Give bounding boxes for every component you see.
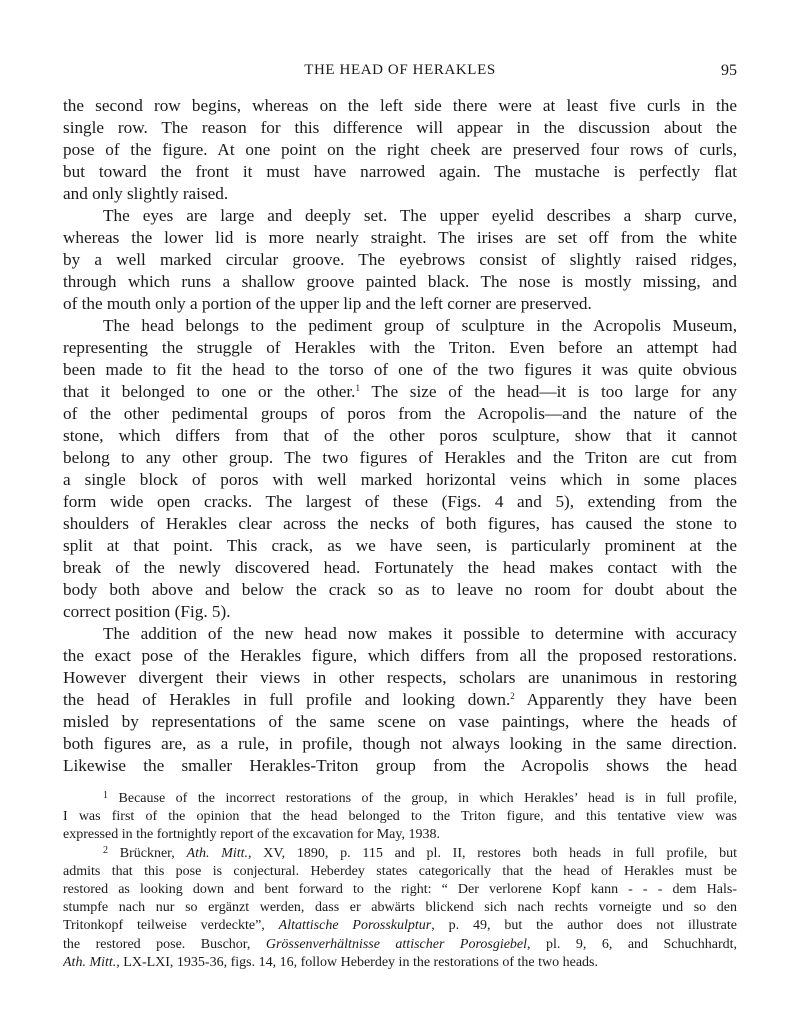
text-line: both figures are, as a rule, in profile, though not always looking in the same direction.	[63, 734, 737, 753]
citation-title: Ath. Mitt.	[63, 954, 117, 970]
text-line: stone, which differs from that of the other poros sculpture, show that it cannot	[63, 426, 737, 445]
footnote-text: Because of the incorrect restorations of the group, in which Herakles’ head is in full profile,	[108, 791, 737, 806]
text-line: pose of the figure. At one point on the right cheek are preserved four rows of curls,	[63, 140, 737, 159]
footnote-2-line	[63, 917, 737, 935]
text-line: form wide open cracks. The largest of these (Figs. 4 and 5), extending from the	[63, 492, 737, 511]
text-line-part: The size of the head—it is too large for any	[359, 382, 737, 401]
citation-title: Ath. Mitt.	[186, 845, 249, 861]
text-line	[63, 689, 737, 711]
footnote-2-number: 2	[103, 844, 108, 856]
text-line: the second row begins, whereas on the left side there were at least five curls in the	[63, 96, 737, 115]
text-line: break of the newly discovered head. Fortunately the head makes contact with the	[63, 558, 737, 577]
text-line: misled by representations of the same scene on vase paintings, where the heads of	[63, 712, 737, 731]
page-number: 95	[721, 62, 737, 79]
text-line: The addition of the new head now makes it possible to determine with accuracy	[103, 624, 737, 643]
footnote-1-line: I was first of the opinion that the head belonged to the Triton figure, and this tentative view was	[63, 809, 737, 825]
text-line-part: the head of Herakles in full profile and looking down.	[63, 690, 511, 709]
text-line: The head belongs to the pediment group of sculpture in the Acropolis Museum,	[103, 316, 737, 335]
running-title: THE HEAD OF HERAKLES	[304, 62, 496, 78]
footnote-2-line: admits that this pose is conjectural. Heberdey states categorically that the head of Herakles must be	[63, 863, 737, 879]
footnote-2-line	[63, 845, 737, 863]
footnote-text: Tritonkopf teilweise verdeckte”,	[63, 918, 279, 934]
footnote-2-line	[63, 954, 737, 972]
text-line: a single block of poros with well marked horizontal veins which in some places	[63, 470, 737, 489]
text-line: correct position (Fig. 5).	[63, 602, 231, 621]
footnote-1-number: 1	[103, 790, 108, 801]
text-line	[63, 381, 737, 403]
footnote-2-line	[63, 936, 737, 954]
text-line: split at that point. This crack, as we have seen, is particularly prominent at the	[63, 536, 737, 555]
text-line: by a well marked circular groove. The eyebrows consist of slightly raised ridges,	[63, 250, 737, 269]
text-line: representing the struggle of Herakles with the Triton. Even before an attempt had	[63, 338, 737, 357]
text-line: through which runs a shallow groove painted black. The nose is mostly missing, and	[63, 272, 737, 291]
footnote-text: , LX-LXI, 1935-36, figs. 14, 16, follow Heberdey in the restorations of the two heads.	[116, 954, 599, 970]
text-line: The eyes are large and deeply set. The upper eyelid describes a sharp curve,	[103, 206, 737, 225]
footnote-1-line	[63, 790, 737, 808]
footnote-ref-2: 2	[510, 691, 515, 701]
citation-title: Altattische Porosskulptur	[278, 918, 432, 934]
text-line: the exact pose of the Herakles figure, which differs from all the proposed restorations.	[63, 646, 737, 665]
text-line: single row. The reason for this difference will appear in the discussion about the	[63, 118, 737, 137]
footnotes	[63, 790, 737, 972]
footnote-ref-1: 1	[355, 383, 360, 393]
text-line: and only slightly raised.	[63, 184, 229, 203]
text-line: body both above and below the crack so as to leave no room for doubt about the	[63, 580, 737, 599]
footnote-2-line: stumpfe nach nur so ergänzt werden, dass er abwärts blickend sich nach rechts vorneigte und so den	[63, 900, 737, 916]
running-header	[63, 62, 737, 84]
text-line: of the mouth only a portion of the upper lip and the left corner are preserved.	[63, 294, 592, 313]
footnote-1-line: expressed in the fortnightly report of the excavation for May, 1938.	[63, 827, 440, 843]
text-line-part: that it belonged to one or the other.	[63, 382, 356, 401]
footnote-text: the restored pose. Buschor,	[63, 936, 266, 952]
text-line: been made to fit the head to the torso of one of the two figures it was quite obvious	[63, 360, 737, 379]
footnote-text: Brückner,	[108, 845, 187, 861]
text-line: Likewise the smaller Herakles-Triton group from the Acropolis shows the head	[63, 756, 737, 775]
text-line: but toward the front it must have narrowed again. The mustache is perfectly flat	[63, 162, 737, 181]
text-line: shoulders of Herakles clear across the necks of both figures, has caused the stone to	[63, 514, 737, 533]
text-line: of the other pedimental groups of poros from the Acropolis—and the nature of the	[63, 404, 737, 423]
footnote-text: , p. 49, but the author does not illustrate	[431, 918, 737, 934]
body-text	[63, 95, 737, 777]
text-line: whereas the lower lid is more nearly straight. The irises are set off from the white	[63, 228, 737, 247]
text-line-part: Apparently they have been	[514, 690, 737, 709]
footnote-text: , pl. 9, 6, and Schuchhardt,	[527, 936, 737, 952]
footnote-text: , XV, 1890, p. 115 and pl. II, restores both heads in full profile, but	[248, 845, 737, 861]
footnote-2-line: restored as looking down and bent forward to the right: “ Der verlorene Kopf kann - - - dem Hals-	[63, 881, 737, 897]
text-line: However divergent their views in other respects, scholars are unanimous in restoring	[63, 668, 737, 687]
citation-title: Grössenverhältnisse attischer Porosgiebel	[265, 936, 528, 952]
text-line: belong to any other group. The two figures of Herakles and the Triton are cut from	[63, 448, 737, 467]
